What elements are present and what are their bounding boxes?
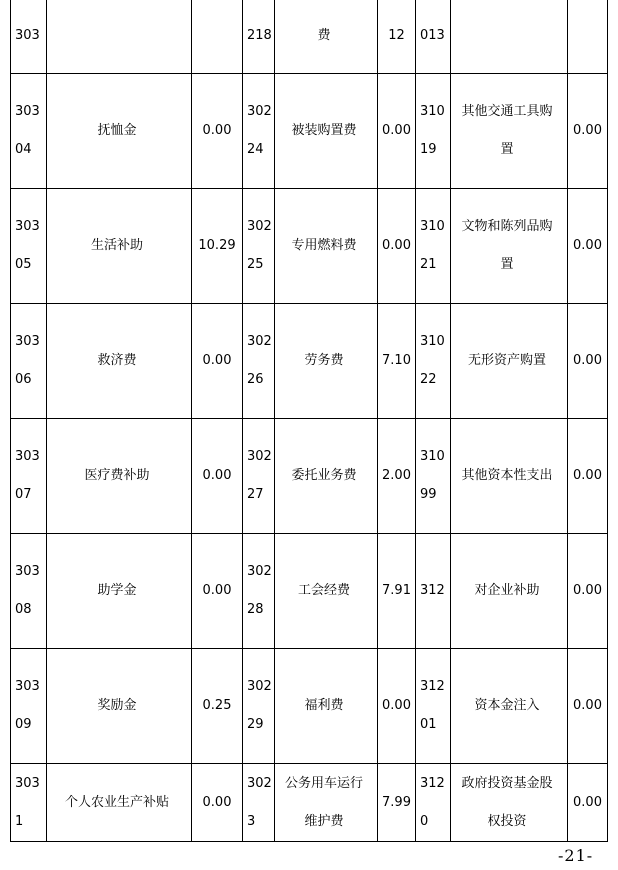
name-cell: 助学金 [47,534,192,649]
amount-cell: 0.00 [192,304,243,419]
amount-cell: 0.00 [192,764,243,842]
amount-cell [192,0,243,74]
name-cell: 文物和陈列品购置 [451,189,568,304]
code-cell: 218 [243,0,275,74]
name-cell: 其他交通工具购置 [451,74,568,189]
amount-cell [568,0,608,74]
code-cell: 3023 [243,764,275,842]
amount-cell: 0.00 [378,649,416,764]
amount-cell: 0.00 [568,764,608,842]
code-cell: 30305 [11,189,47,304]
table-row [11,534,608,649]
table-row [11,304,608,419]
code-cell: 30228 [243,534,275,649]
code-cell: 30304 [11,74,47,189]
code-cell: 31099 [416,419,451,534]
table-row [11,764,608,842]
table-row [11,419,608,534]
code-cell: 30226 [243,304,275,419]
name-cell: 委托业务费 [275,419,378,534]
amount-cell: 7.10 [378,304,416,419]
amount-cell: 2.00 [378,419,416,534]
code-cell: 31019 [416,74,451,189]
amount-cell: 0.00 [192,74,243,189]
amount-cell: 0.00 [568,304,608,419]
code-cell: 30229 [243,649,275,764]
name-cell: 救济费 [47,304,192,419]
amount-cell: 0.00 [192,534,243,649]
code-cell: 30225 [243,189,275,304]
code-cell: 31021 [416,189,451,304]
code-cell: 312 [416,534,451,649]
name-cell: 政府投资基金股权投资 [451,764,568,842]
amount-cell: 0.00 [568,419,608,534]
code-cell: 31022 [416,304,451,419]
name-cell: 无形资产购置 [451,304,568,419]
table-row [11,649,608,764]
amount-cell: 0.00 [568,189,608,304]
code-cell: 3031 [11,764,47,842]
code-cell: 303 [11,0,47,74]
code-cell: 30224 [243,74,275,189]
name-cell: 医疗费补助 [47,419,192,534]
code-cell: 31201 [416,649,451,764]
name-cell: 资本金注入 [451,649,568,764]
amount-cell: 12 [378,0,416,74]
amount-cell: 7.91 [378,534,416,649]
name-cell [451,0,568,74]
page-number: -21- [558,846,594,865]
budget-table [10,0,608,842]
code-cell: 3120 [416,764,451,842]
table-row [11,74,608,189]
name-cell: 工会经费 [275,534,378,649]
amount-cell: 0.00 [568,649,608,764]
code-cell: 30307 [11,419,47,534]
amount-cell: 7.99 [378,764,416,842]
name-cell [47,0,192,74]
name-cell: 劳务费 [275,304,378,419]
name-cell: 费 [275,0,378,74]
table-row [11,189,608,304]
name-cell: 对企业补助 [451,534,568,649]
amount-cell: 0.00 [192,419,243,534]
name-cell: 被装购置费 [275,74,378,189]
name-cell: 其他资本性支出 [451,419,568,534]
code-cell: 30309 [11,649,47,764]
code-cell: 30227 [243,419,275,534]
name-cell: 公务用车运行维护费 [275,764,378,842]
name-cell: 生活补助 [47,189,192,304]
table-row [11,0,608,74]
name-cell: 抚恤金 [47,74,192,189]
code-cell: 30306 [11,304,47,419]
amount-cell: 10.29 [192,189,243,304]
name-cell: 个人农业生产补贴 [47,764,192,842]
code-cell: 30308 [11,534,47,649]
amount-cell: 0.00 [378,189,416,304]
name-cell: 福利费 [275,649,378,764]
name-cell: 奖励金 [47,649,192,764]
amount-cell: 0.00 [568,534,608,649]
code-cell: 013 [416,0,451,74]
amount-cell: 0.25 [192,649,243,764]
amount-cell: 0.00 [378,74,416,189]
name-cell: 专用燃料费 [275,189,378,304]
amount-cell: 0.00 [568,74,608,189]
